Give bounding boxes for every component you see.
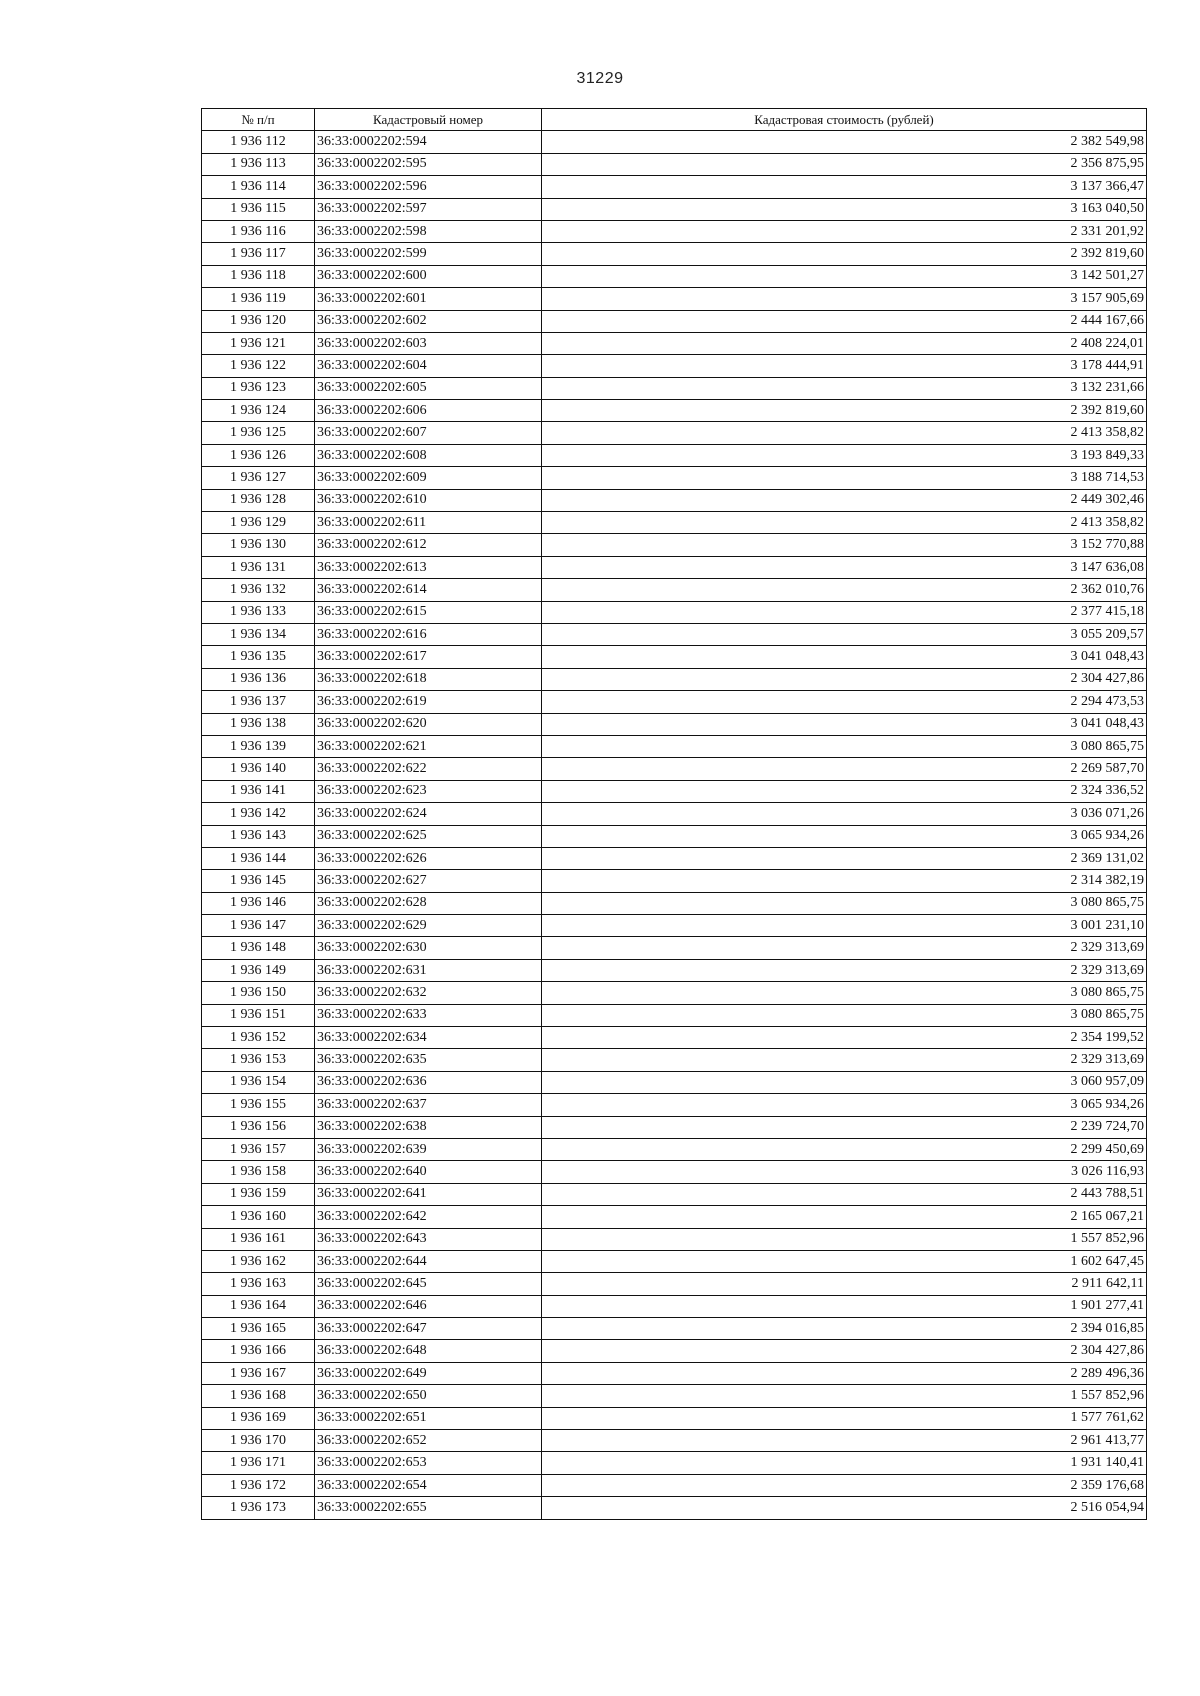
cadastral-number-cell: 36:33:0002202:645 — [315, 1273, 542, 1295]
table-row — [202, 579, 1147, 601]
cadastral-number-cell: 36:33:0002202:647 — [315, 1318, 542, 1340]
table-row — [202, 982, 1147, 1004]
cadastral-value-cell: 2 443 788,51 — [542, 1183, 1147, 1205]
table-row — [202, 803, 1147, 825]
table-row — [202, 1474, 1147, 1496]
cadastral-value-cell: 2 356 875,95 — [542, 153, 1147, 175]
cadastral-number-cell: 36:33:0002202:616 — [315, 623, 542, 645]
cadastral-number-cell: 36:33:0002202:619 — [315, 691, 542, 713]
row-number-cell: 1 936 146 — [202, 892, 315, 914]
cadastral-number-cell: 36:33:0002202:635 — [315, 1049, 542, 1071]
row-number-cell: 1 936 131 — [202, 556, 315, 578]
cadastral-number-cell: 36:33:0002202:628 — [315, 892, 542, 914]
row-number-cell: 1 936 124 — [202, 400, 315, 422]
row-number-cell: 1 936 118 — [202, 265, 315, 287]
cadastral-value-cell: 2 394 016,85 — [542, 1318, 1147, 1340]
row-number-cell: 1 936 157 — [202, 1138, 315, 1160]
cadastral-value-cell: 1 602 647,45 — [542, 1250, 1147, 1272]
table-row — [202, 1407, 1147, 1429]
table-row — [202, 1295, 1147, 1317]
row-number-cell: 1 936 119 — [202, 288, 315, 310]
cadastral-number-cell: 36:33:0002202:596 — [315, 176, 542, 198]
cadastral-number-cell: 36:33:0002202:641 — [315, 1183, 542, 1205]
table-row — [202, 1273, 1147, 1295]
row-number-cell: 1 936 129 — [202, 512, 315, 534]
cadastral-value-cell: 1 931 140,41 — [542, 1452, 1147, 1474]
cadastral-number-cell: 36:33:0002202:610 — [315, 489, 542, 511]
cadastral-number-cell: 36:33:0002202:622 — [315, 758, 542, 780]
cadastral-value-cell: 2 289 496,36 — [542, 1362, 1147, 1384]
cadastral-number-cell: 36:33:0002202:606 — [315, 400, 542, 422]
cadastral-number-cell: 36:33:0002202:602 — [315, 310, 542, 332]
header-cadastral-value: Кадастровая стоимость (рублей) — [542, 109, 1147, 131]
cadastral-number-cell: 36:33:0002202:601 — [315, 288, 542, 310]
cadastral-value-cell: 2 413 358,82 — [542, 512, 1147, 534]
cadastral-number-cell: 36:33:0002202:631 — [315, 959, 542, 981]
cadastral-value-cell: 2 362 010,76 — [542, 579, 1147, 601]
table-row — [202, 1228, 1147, 1250]
cadastral-value-cell: 3 152 770,88 — [542, 534, 1147, 556]
cadastral-value-cell: 2 911 642,11 — [542, 1273, 1147, 1295]
row-number-cell: 1 936 170 — [202, 1430, 315, 1452]
row-number-cell: 1 936 116 — [202, 220, 315, 242]
table-row — [202, 691, 1147, 713]
row-number-cell: 1 936 173 — [202, 1497, 315, 1519]
table-row — [202, 1049, 1147, 1071]
cadastral-value-cell: 3 026 116,93 — [542, 1161, 1147, 1183]
cadastral-value-cell: 2 329 313,69 — [542, 1049, 1147, 1071]
table-row — [202, 153, 1147, 175]
cadastral-number-cell: 36:33:0002202:608 — [315, 444, 542, 466]
cadastral-number-cell: 36:33:0002202:609 — [315, 467, 542, 489]
cadastral-value-cell: 2 329 313,69 — [542, 937, 1147, 959]
table-row — [202, 668, 1147, 690]
cadastral-value-cell: 3 157 905,69 — [542, 288, 1147, 310]
cadastral-number-cell: 36:33:0002202:618 — [315, 668, 542, 690]
row-number-cell: 1 936 149 — [202, 959, 315, 981]
row-number-cell: 1 936 162 — [202, 1250, 315, 1272]
cadastral-value-cell: 2 304 427,86 — [542, 668, 1147, 690]
row-number-cell: 1 936 120 — [202, 310, 315, 332]
row-number-cell: 1 936 169 — [202, 1407, 315, 1429]
table-body — [202, 131, 1147, 1519]
table-row — [202, 512, 1147, 534]
table-row — [202, 1004, 1147, 1026]
row-number-cell: 1 936 145 — [202, 870, 315, 892]
cadastral-number-cell: 36:33:0002202:595 — [315, 153, 542, 175]
row-number-cell: 1 936 134 — [202, 623, 315, 645]
row-number-cell: 1 936 114 — [202, 176, 315, 198]
cadastral-value-cell: 1 557 852,96 — [542, 1228, 1147, 1250]
cadastral-value-cell: 3 080 865,75 — [542, 735, 1147, 757]
table-row — [202, 1452, 1147, 1474]
table-row — [202, 176, 1147, 198]
cadastral-number-cell: 36:33:0002202:611 — [315, 512, 542, 534]
row-number-cell: 1 936 156 — [202, 1116, 315, 1138]
cadastral-number-cell: 36:33:0002202:617 — [315, 646, 542, 668]
row-number-cell: 1 936 132 — [202, 579, 315, 601]
table-row — [202, 937, 1147, 959]
cadastral-number-cell: 36:33:0002202:648 — [315, 1340, 542, 1362]
row-number-cell: 1 936 163 — [202, 1273, 315, 1295]
cadastral-number-cell: 36:33:0002202:598 — [315, 220, 542, 242]
cadastral-number-cell: 36:33:0002202:613 — [315, 556, 542, 578]
cadastral-value-cell: 2 392 819,60 — [542, 243, 1147, 265]
row-number-cell: 1 936 158 — [202, 1161, 315, 1183]
row-number-cell: 1 936 113 — [202, 153, 315, 175]
cadastral-number-cell: 36:33:0002202:614 — [315, 579, 542, 601]
table-row — [202, 467, 1147, 489]
cadastral-value-cell: 2 359 176,68 — [542, 1474, 1147, 1496]
cadastral-number-cell: 36:33:0002202:651 — [315, 1407, 542, 1429]
cadastral-number-cell: 36:33:0002202:643 — [315, 1228, 542, 1250]
table-row — [202, 735, 1147, 757]
table-row — [202, 556, 1147, 578]
cadastral-value-cell: 2 961 413,77 — [542, 1430, 1147, 1452]
cadastral-value-cell: 3 001 231,10 — [542, 915, 1147, 937]
cadastral-number-cell: 36:33:0002202:603 — [315, 332, 542, 354]
table-row — [202, 713, 1147, 735]
cadastral-value-cell: 3 080 865,75 — [542, 982, 1147, 1004]
row-number-cell: 1 936 128 — [202, 489, 315, 511]
table-row — [202, 1161, 1147, 1183]
table-row — [202, 1250, 1147, 1272]
row-number-cell: 1 936 160 — [202, 1206, 315, 1228]
cadastral-value-cell: 1 577 761,62 — [542, 1407, 1147, 1429]
row-number-cell: 1 936 126 — [202, 444, 315, 466]
table-row — [202, 1206, 1147, 1228]
cadastral-number-cell: 36:33:0002202:625 — [315, 825, 542, 847]
cadastral-number-cell: 36:33:0002202:646 — [315, 1295, 542, 1317]
cadastral-number-cell: 36:33:0002202:636 — [315, 1071, 542, 1093]
row-number-cell: 1 936 140 — [202, 758, 315, 780]
cadastral-value-cell: 3 055 209,57 — [542, 623, 1147, 645]
cadastral-number-cell: 36:33:0002202:653 — [315, 1452, 542, 1474]
table-row — [202, 1027, 1147, 1049]
row-number-cell: 1 936 122 — [202, 355, 315, 377]
cadastral-number-cell: 36:33:0002202:644 — [315, 1250, 542, 1272]
cadastral-value-cell: 2 369 131,02 — [542, 847, 1147, 869]
cadastral-value-cell: 3 163 040,50 — [542, 198, 1147, 220]
table-row — [202, 623, 1147, 645]
cadastral-number-cell: 36:33:0002202:630 — [315, 937, 542, 959]
row-number-cell: 1 936 141 — [202, 780, 315, 802]
table-row — [202, 489, 1147, 511]
row-number-cell: 1 936 164 — [202, 1295, 315, 1317]
cadastral-number-cell: 36:33:0002202:604 — [315, 355, 542, 377]
cadastral-number-cell: 36:33:0002202:600 — [315, 265, 542, 287]
cadastral-value-cell: 3 147 636,08 — [542, 556, 1147, 578]
cadastral-value-cell: 1 901 277,41 — [542, 1295, 1147, 1317]
table-row — [202, 1116, 1147, 1138]
table-row — [202, 355, 1147, 377]
cadastral-value-cell: 2 294 473,53 — [542, 691, 1147, 713]
row-number-cell: 1 936 143 — [202, 825, 315, 847]
table-row — [202, 310, 1147, 332]
cadastral-value-cell: 2 324 336,52 — [542, 780, 1147, 802]
cadastral-number-cell: 36:33:0002202:632 — [315, 982, 542, 1004]
row-number-cell: 1 936 136 — [202, 668, 315, 690]
table-row — [202, 1071, 1147, 1093]
header-row — [202, 109, 1147, 131]
table-row — [202, 1430, 1147, 1452]
table-row — [202, 1340, 1147, 1362]
cadastral-value-cell: 2 377 415,18 — [542, 601, 1147, 623]
cadastral-value-cell: 3 060 957,09 — [542, 1071, 1147, 1093]
row-number-cell: 1 936 125 — [202, 422, 315, 444]
table-row — [202, 1385, 1147, 1407]
table-row — [202, 332, 1147, 354]
header-cadastral-number: Кадастровый номер — [315, 109, 542, 131]
cadastral-value-cell: 2 516 054,94 — [542, 1497, 1147, 1519]
cadastral-number-cell: 36:33:0002202:633 — [315, 1004, 542, 1026]
cadastral-value-cell: 2 314 382,19 — [542, 870, 1147, 892]
cadastral-value-cell: 2 408 224,01 — [542, 332, 1147, 354]
table-row — [202, 1362, 1147, 1384]
table-row — [202, 1183, 1147, 1205]
row-number-cell: 1 936 155 — [202, 1094, 315, 1116]
row-number-cell: 1 936 171 — [202, 1452, 315, 1474]
cadastral-value-cell: 2 449 302,46 — [542, 489, 1147, 511]
row-number-cell: 1 936 123 — [202, 377, 315, 399]
row-number-cell: 1 936 112 — [202, 131, 315, 153]
table-row — [202, 780, 1147, 802]
row-number-cell: 1 936 144 — [202, 847, 315, 869]
cadastral-value-cell: 2 392 819,60 — [542, 400, 1147, 422]
row-number-cell: 1 936 152 — [202, 1027, 315, 1049]
cadastral-number-cell: 36:33:0002202:649 — [315, 1362, 542, 1384]
cadastral-value-cell: 3 188 714,53 — [542, 467, 1147, 489]
cadastral-value-cell: 3 137 366,47 — [542, 176, 1147, 198]
row-number-cell: 1 936 121 — [202, 332, 315, 354]
table-row — [202, 892, 1147, 914]
table-row — [202, 601, 1147, 623]
row-number-cell: 1 936 166 — [202, 1340, 315, 1362]
cadastral-number-cell: 36:33:0002202:638 — [315, 1116, 542, 1138]
row-number-cell: 1 936 159 — [202, 1183, 315, 1205]
table-row — [202, 959, 1147, 981]
page-number: 31229 — [576, 70, 624, 87]
cadastral-value-cell: 3 041 048,43 — [542, 646, 1147, 668]
cadastral-number-cell: 36:33:0002202:626 — [315, 847, 542, 869]
row-number-cell: 1 936 142 — [202, 803, 315, 825]
cadastral-number-cell: 36:33:0002202:639 — [315, 1138, 542, 1160]
row-number-cell: 1 936 168 — [202, 1385, 315, 1407]
table-row — [202, 847, 1147, 869]
cadastral-number-cell: 36:33:0002202:607 — [315, 422, 542, 444]
cadastral-number-cell: 36:33:0002202:654 — [315, 1474, 542, 1496]
cadastral-number-cell: 36:33:0002202:652 — [315, 1430, 542, 1452]
table-row — [202, 243, 1147, 265]
cadastral-number-cell: 36:33:0002202:637 — [315, 1094, 542, 1116]
cadastral-number-cell: 36:33:0002202:605 — [315, 377, 542, 399]
cadastral-number-cell: 36:33:0002202:612 — [315, 534, 542, 556]
table-row — [202, 198, 1147, 220]
cadastral-value-cell: 2 382 549,98 — [542, 131, 1147, 153]
cadastral-value-cell: 2 269 587,70 — [542, 758, 1147, 780]
cadastral-value-cell: 2 331 201,92 — [542, 220, 1147, 242]
cadastral-value-cell: 3 065 934,26 — [542, 825, 1147, 847]
cadastral-value-cell: 3 132 231,66 — [542, 377, 1147, 399]
cadastral-value-cell: 2 354 199,52 — [542, 1027, 1147, 1049]
table-row — [202, 646, 1147, 668]
cadastral-value-cell: 2 329 313,69 — [542, 959, 1147, 981]
row-number-cell: 1 936 150 — [202, 982, 315, 1004]
row-number-cell: 1 936 117 — [202, 243, 315, 265]
row-number-cell: 1 936 115 — [202, 198, 315, 220]
cadastral-value-cell: 1 557 852,96 — [542, 1385, 1147, 1407]
row-number-cell: 1 936 147 — [202, 915, 315, 937]
cadastral-value-cell: 2 299 450,69 — [542, 1138, 1147, 1160]
row-number-cell: 1 936 135 — [202, 646, 315, 668]
cadastral-value-table — [201, 108, 1147, 1520]
cadastral-value-cell: 3 178 444,91 — [542, 355, 1147, 377]
cadastral-value-cell: 3 193 849,33 — [542, 444, 1147, 466]
row-number-cell: 1 936 154 — [202, 1071, 315, 1093]
row-number-cell: 1 936 127 — [202, 467, 315, 489]
cadastral-value-cell: 2 444 167,66 — [542, 310, 1147, 332]
table-row — [202, 444, 1147, 466]
cadastral-number-cell: 36:33:0002202:642 — [315, 1206, 542, 1228]
cadastral-value-cell: 3 080 865,75 — [542, 892, 1147, 914]
cadastral-value-cell: 3 036 071,26 — [542, 803, 1147, 825]
cadastral-number-cell: 36:33:0002202:624 — [315, 803, 542, 825]
row-number-cell: 1 936 167 — [202, 1362, 315, 1384]
cadastral-value-cell: 3 041 048,43 — [542, 713, 1147, 735]
table-row — [202, 1318, 1147, 1340]
cadastral-number-cell: 36:33:0002202:615 — [315, 601, 542, 623]
cadastral-value-cell: 2 413 358,82 — [542, 422, 1147, 444]
row-number-cell: 1 936 130 — [202, 534, 315, 556]
cadastral-value-cell: 3 065 934,26 — [542, 1094, 1147, 1116]
table-row — [202, 825, 1147, 847]
table-row — [202, 422, 1147, 444]
table-row — [202, 377, 1147, 399]
row-number-cell: 1 936 165 — [202, 1318, 315, 1340]
cadastral-value-cell: 2 239 724,70 — [542, 1116, 1147, 1138]
cadastral-number-cell: 36:33:0002202:597 — [315, 198, 542, 220]
row-number-cell: 1 936 139 — [202, 735, 315, 757]
cadastral-number-cell: 36:33:0002202:599 — [315, 243, 542, 265]
cadastral-number-cell: 36:33:0002202:634 — [315, 1027, 542, 1049]
cadastral-number-cell: 36:33:0002202:629 — [315, 915, 542, 937]
table-row — [202, 1497, 1147, 1519]
row-number-cell: 1 936 133 — [202, 601, 315, 623]
row-number-cell: 1 936 172 — [202, 1474, 315, 1496]
cadastral-number-cell: 36:33:0002202:655 — [315, 1497, 542, 1519]
cadastral-value-cell: 3 142 501,27 — [542, 265, 1147, 287]
header-row-number: № п/п — [202, 109, 315, 131]
row-number-cell: 1 936 153 — [202, 1049, 315, 1071]
table-row — [202, 870, 1147, 892]
cadastral-number-cell: 36:33:0002202:650 — [315, 1385, 542, 1407]
cadastral-value-cell: 3 080 865,75 — [542, 1004, 1147, 1026]
table-row — [202, 1094, 1147, 1116]
cadastral-number-cell: 36:33:0002202:640 — [315, 1161, 542, 1183]
cadastral-number-cell: 36:33:0002202:623 — [315, 780, 542, 802]
table-header — [202, 109, 1147, 131]
cadastral-number-cell: 36:33:0002202:621 — [315, 735, 542, 757]
cadastral-value-cell: 2 165 067,21 — [542, 1206, 1147, 1228]
cadastral-number-cell: 36:33:0002202:594 — [315, 131, 542, 153]
row-number-cell: 1 936 138 — [202, 713, 315, 735]
row-number-cell: 1 936 151 — [202, 1004, 315, 1026]
table-row — [202, 534, 1147, 556]
table-row — [202, 288, 1147, 310]
table-row — [202, 915, 1147, 937]
table-row — [202, 220, 1147, 242]
table-row — [202, 131, 1147, 153]
table-row — [202, 400, 1147, 422]
table-row — [202, 758, 1147, 780]
cadastral-number-cell: 36:33:0002202:620 — [315, 713, 542, 735]
row-number-cell: 1 936 148 — [202, 937, 315, 959]
row-number-cell: 1 936 161 — [202, 1228, 315, 1250]
table-row — [202, 265, 1147, 287]
cadastral-value-cell: 2 304 427,86 — [542, 1340, 1147, 1362]
table-row — [202, 1138, 1147, 1160]
row-number-cell: 1 936 137 — [202, 691, 315, 713]
cadastral-number-cell: 36:33:0002202:627 — [315, 870, 542, 892]
